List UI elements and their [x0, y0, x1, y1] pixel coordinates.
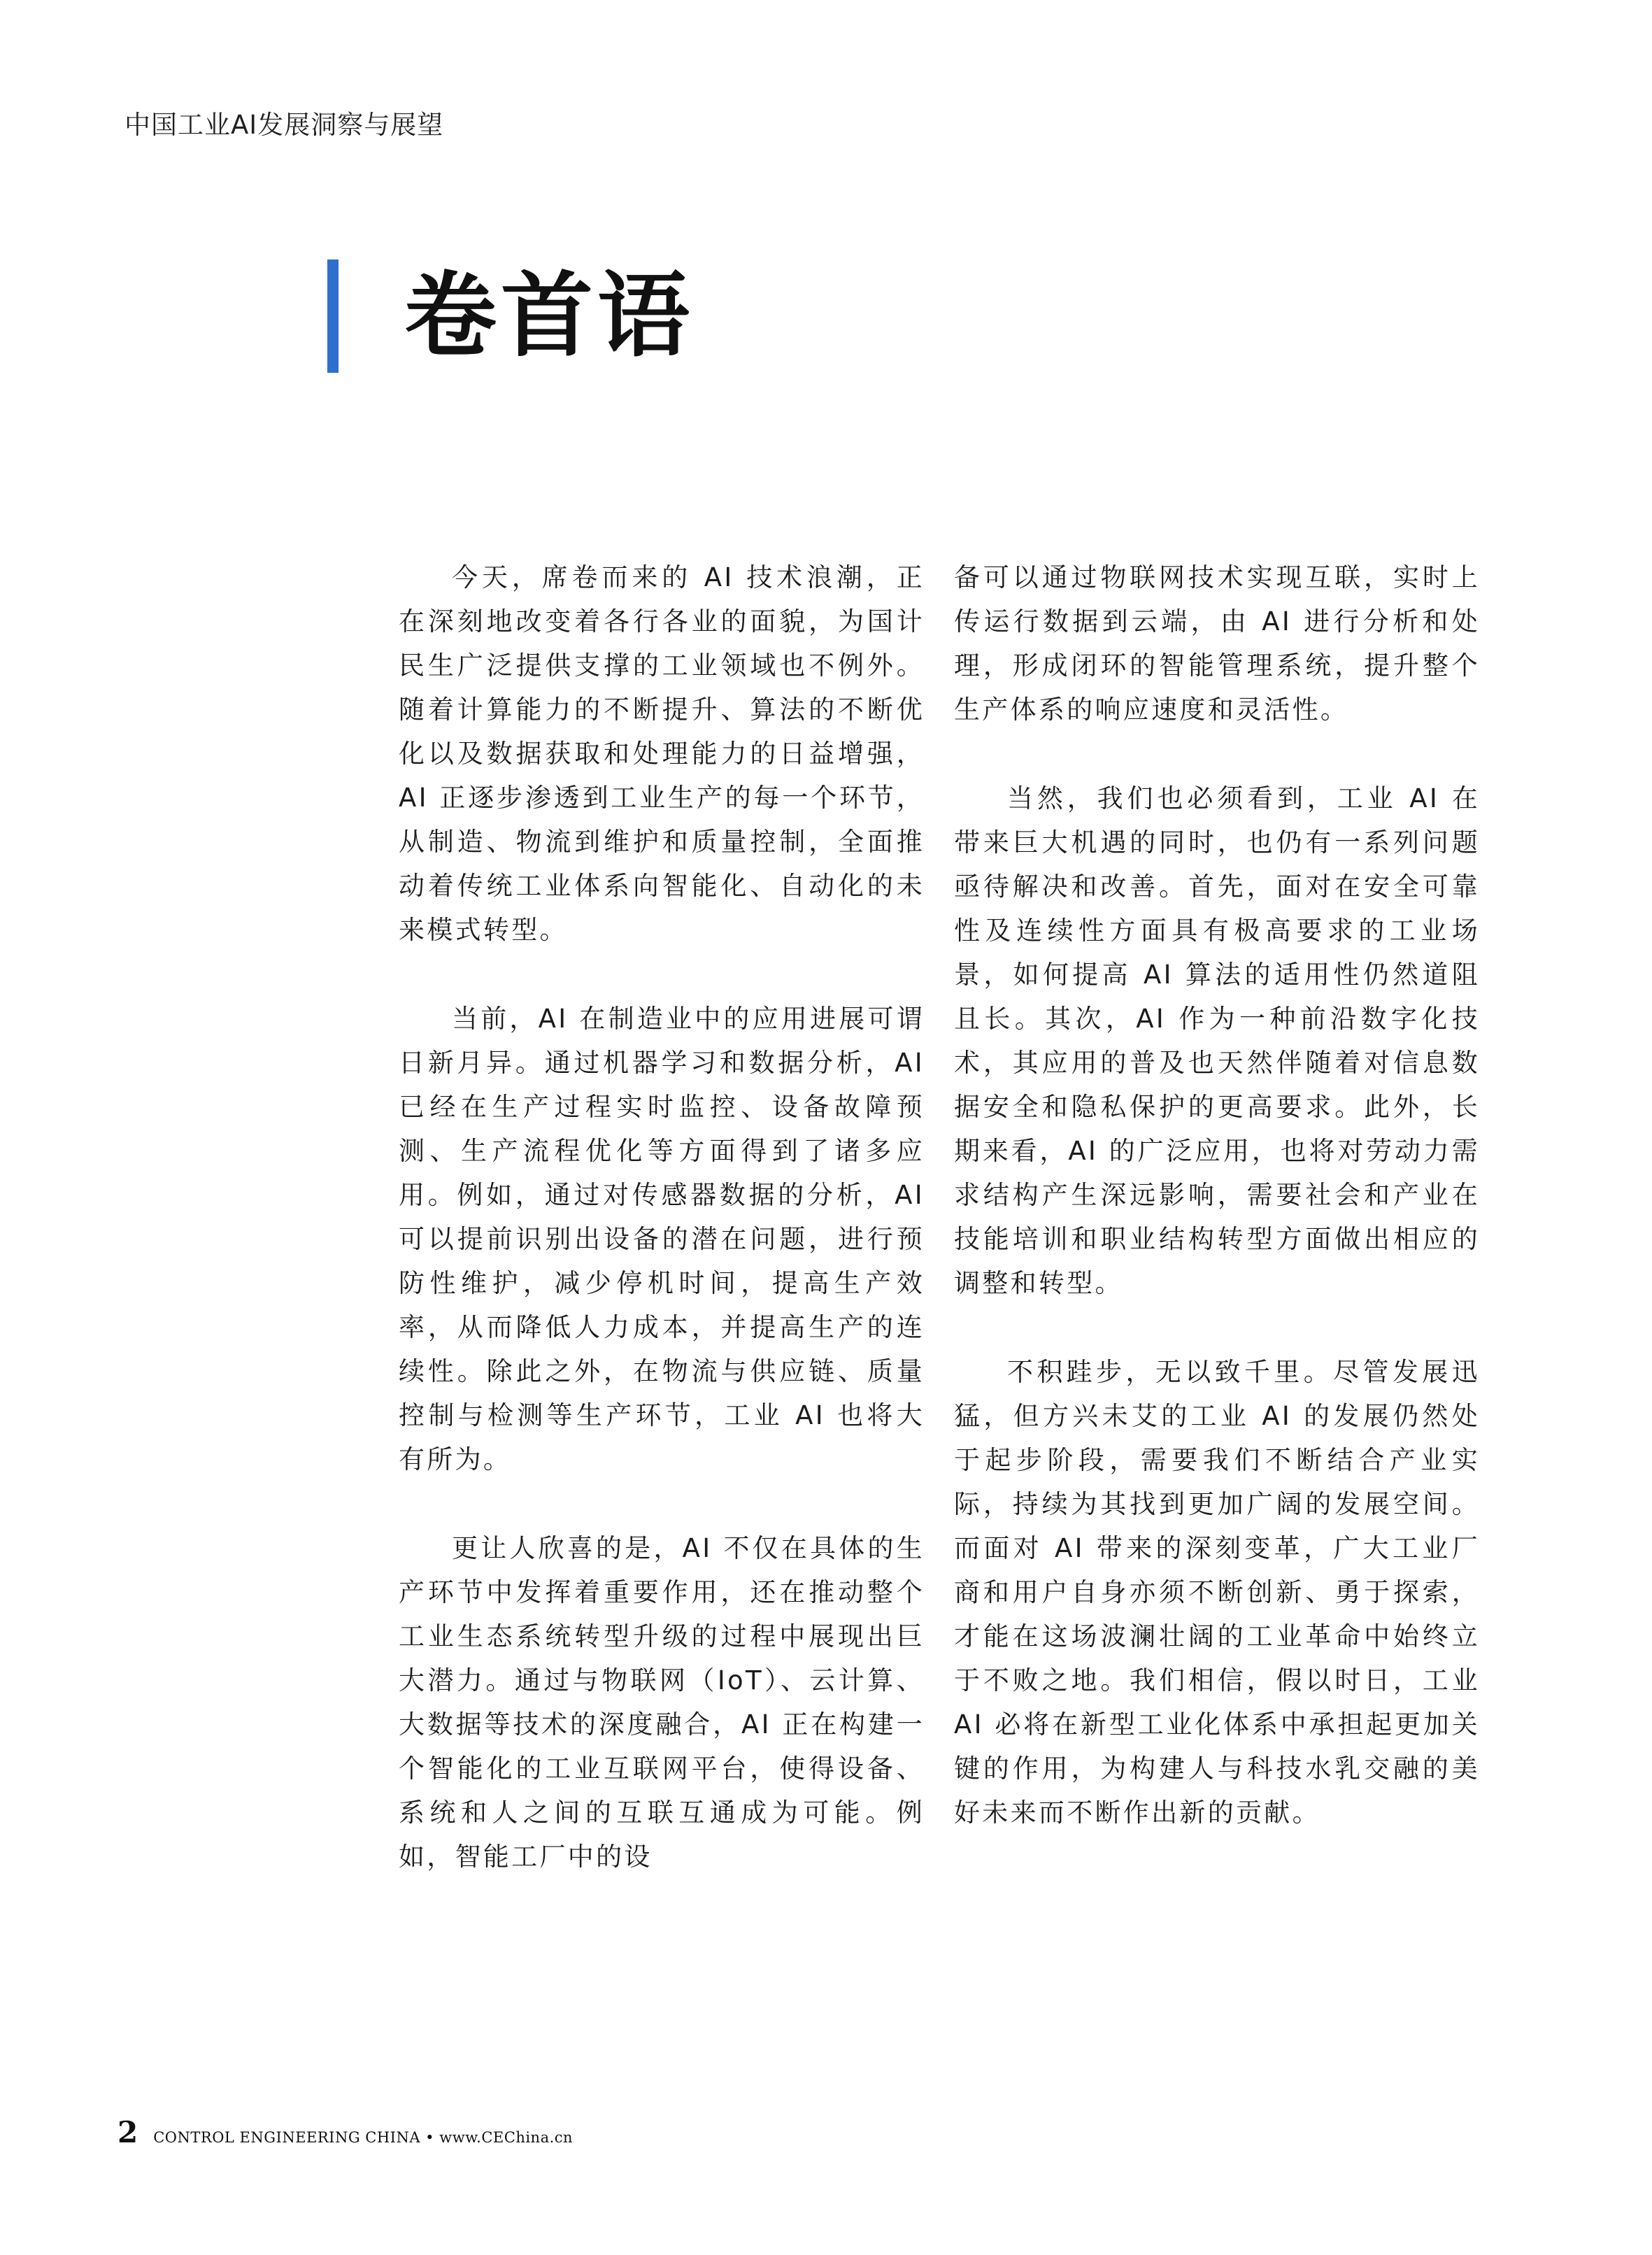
article-paragraph: 今天，席卷而来的 AI 技术浪潮，正在深刻地改变着各行各业的面貌，为国计民生广泛提供支撑的工业领域也不例外。随着计算能力的不断提升、算法的不断优化以及数据获取和处理能力的日益增强，AI 正逐步渗透到工业生产的每一个环节，从制造、物流到维护和质量控制，全面推动着传统工业体系向智能化、自动化的未来模式转型。 — [399, 562, 925, 945]
publication-masthead: CONTROL ENGINEERING CHINA • www.CEChina.cn — [153, 2129, 574, 2146]
page-footer — [118, 2115, 573, 2149]
title-block — [327, 257, 694, 375]
article-paragraph: 当然，我们也必须看到，工业 AI 在带来巨大机遇的同时，也仍有一系列问题亟待解决和改善。首先，面对在安全可靠性及连续性方面具有极高要求的工业场景，如何提高 AI 算法的适用性仍然道阻且长。其次，AI 作为一种前沿数字化技术，其应用的普及也天然伴随着对信息数据安全和隐私保护的更高要求。此外，长期来看，AI 的广泛应用，也将对劳动力需求结构产生深远影响，需要社会和产业在技能培训和职业结构转型方面做出相应的调整和转型。 — [954, 783, 1480, 1298]
title-accent-bar — [327, 259, 339, 373]
page-title: 卷首语 — [404, 262, 694, 370]
page-number: 2 — [118, 2115, 138, 2149]
running-title: 中国工业AI发展洞察与展望 — [124, 110, 444, 140]
article-paragraph: 当前，AI 在制造业中的应用进展可谓日新月异。通过机器学习和数据分析，AI 已经在生产过程实时监控、设备故障预测、生产流程优化等方面得到了诸多应用。例如，通过对传感器数据的分析，AI 可以提前识别出设备的潜在问题，进行预防性维护，减少停机时间，提高生产效率，从而降低人力成本，并提高生产的连续性。除此之外，在物流与供应链、质量控制与检测等生产环节，工业 AI 也将大有所为。 — [399, 1004, 925, 1474]
article-paragraph: 不积跬步，无以致千里。尽管发展迅猛，但方兴未艾的工业 AI 的发展仍然处于起步阶段，需要我们不断结合产业实际，持续为其找到更加广阔的发展空间。而面对 AI 带来的深刻变革，广大工业厂商和用户自身亦须不断创新、勇于探索，才能在这场波澜壮阔的工业革命中始终立于不败之地。我们相信，假以时日，工业 AI 必将在新型工业化体系中承担起更加关键的作用，为构建人与科技水乳交融的美好未来而不断作出新的贡献。 — [954, 1357, 1480, 1828]
article-column-right — [954, 555, 1480, 1879]
article-column-left — [399, 555, 925, 1923]
article-paragraph: 更让人欣喜的是，AI 不仅在具体的生产环节中发挥着重要作用，还在推动整个工业生态系统转型升级的过程中展现出巨大潜力。通过与物联网（IoT）、云计算、大数据等技术的深度融合，AI 正在构建一个智能化的工业互联网平台，使得设备、系统和人之间的互联互通成为可能。例如，智能工厂中的设 — [399, 1533, 925, 1872]
article-paragraph-continued: 备可以通过物联网技术实现互联，实时上传运行数据到云端，由 AI 进行分析和处理，形成闭环的智能管理系统，提升整个生产体系的响应速度和灵活性。 — [954, 562, 1480, 725]
